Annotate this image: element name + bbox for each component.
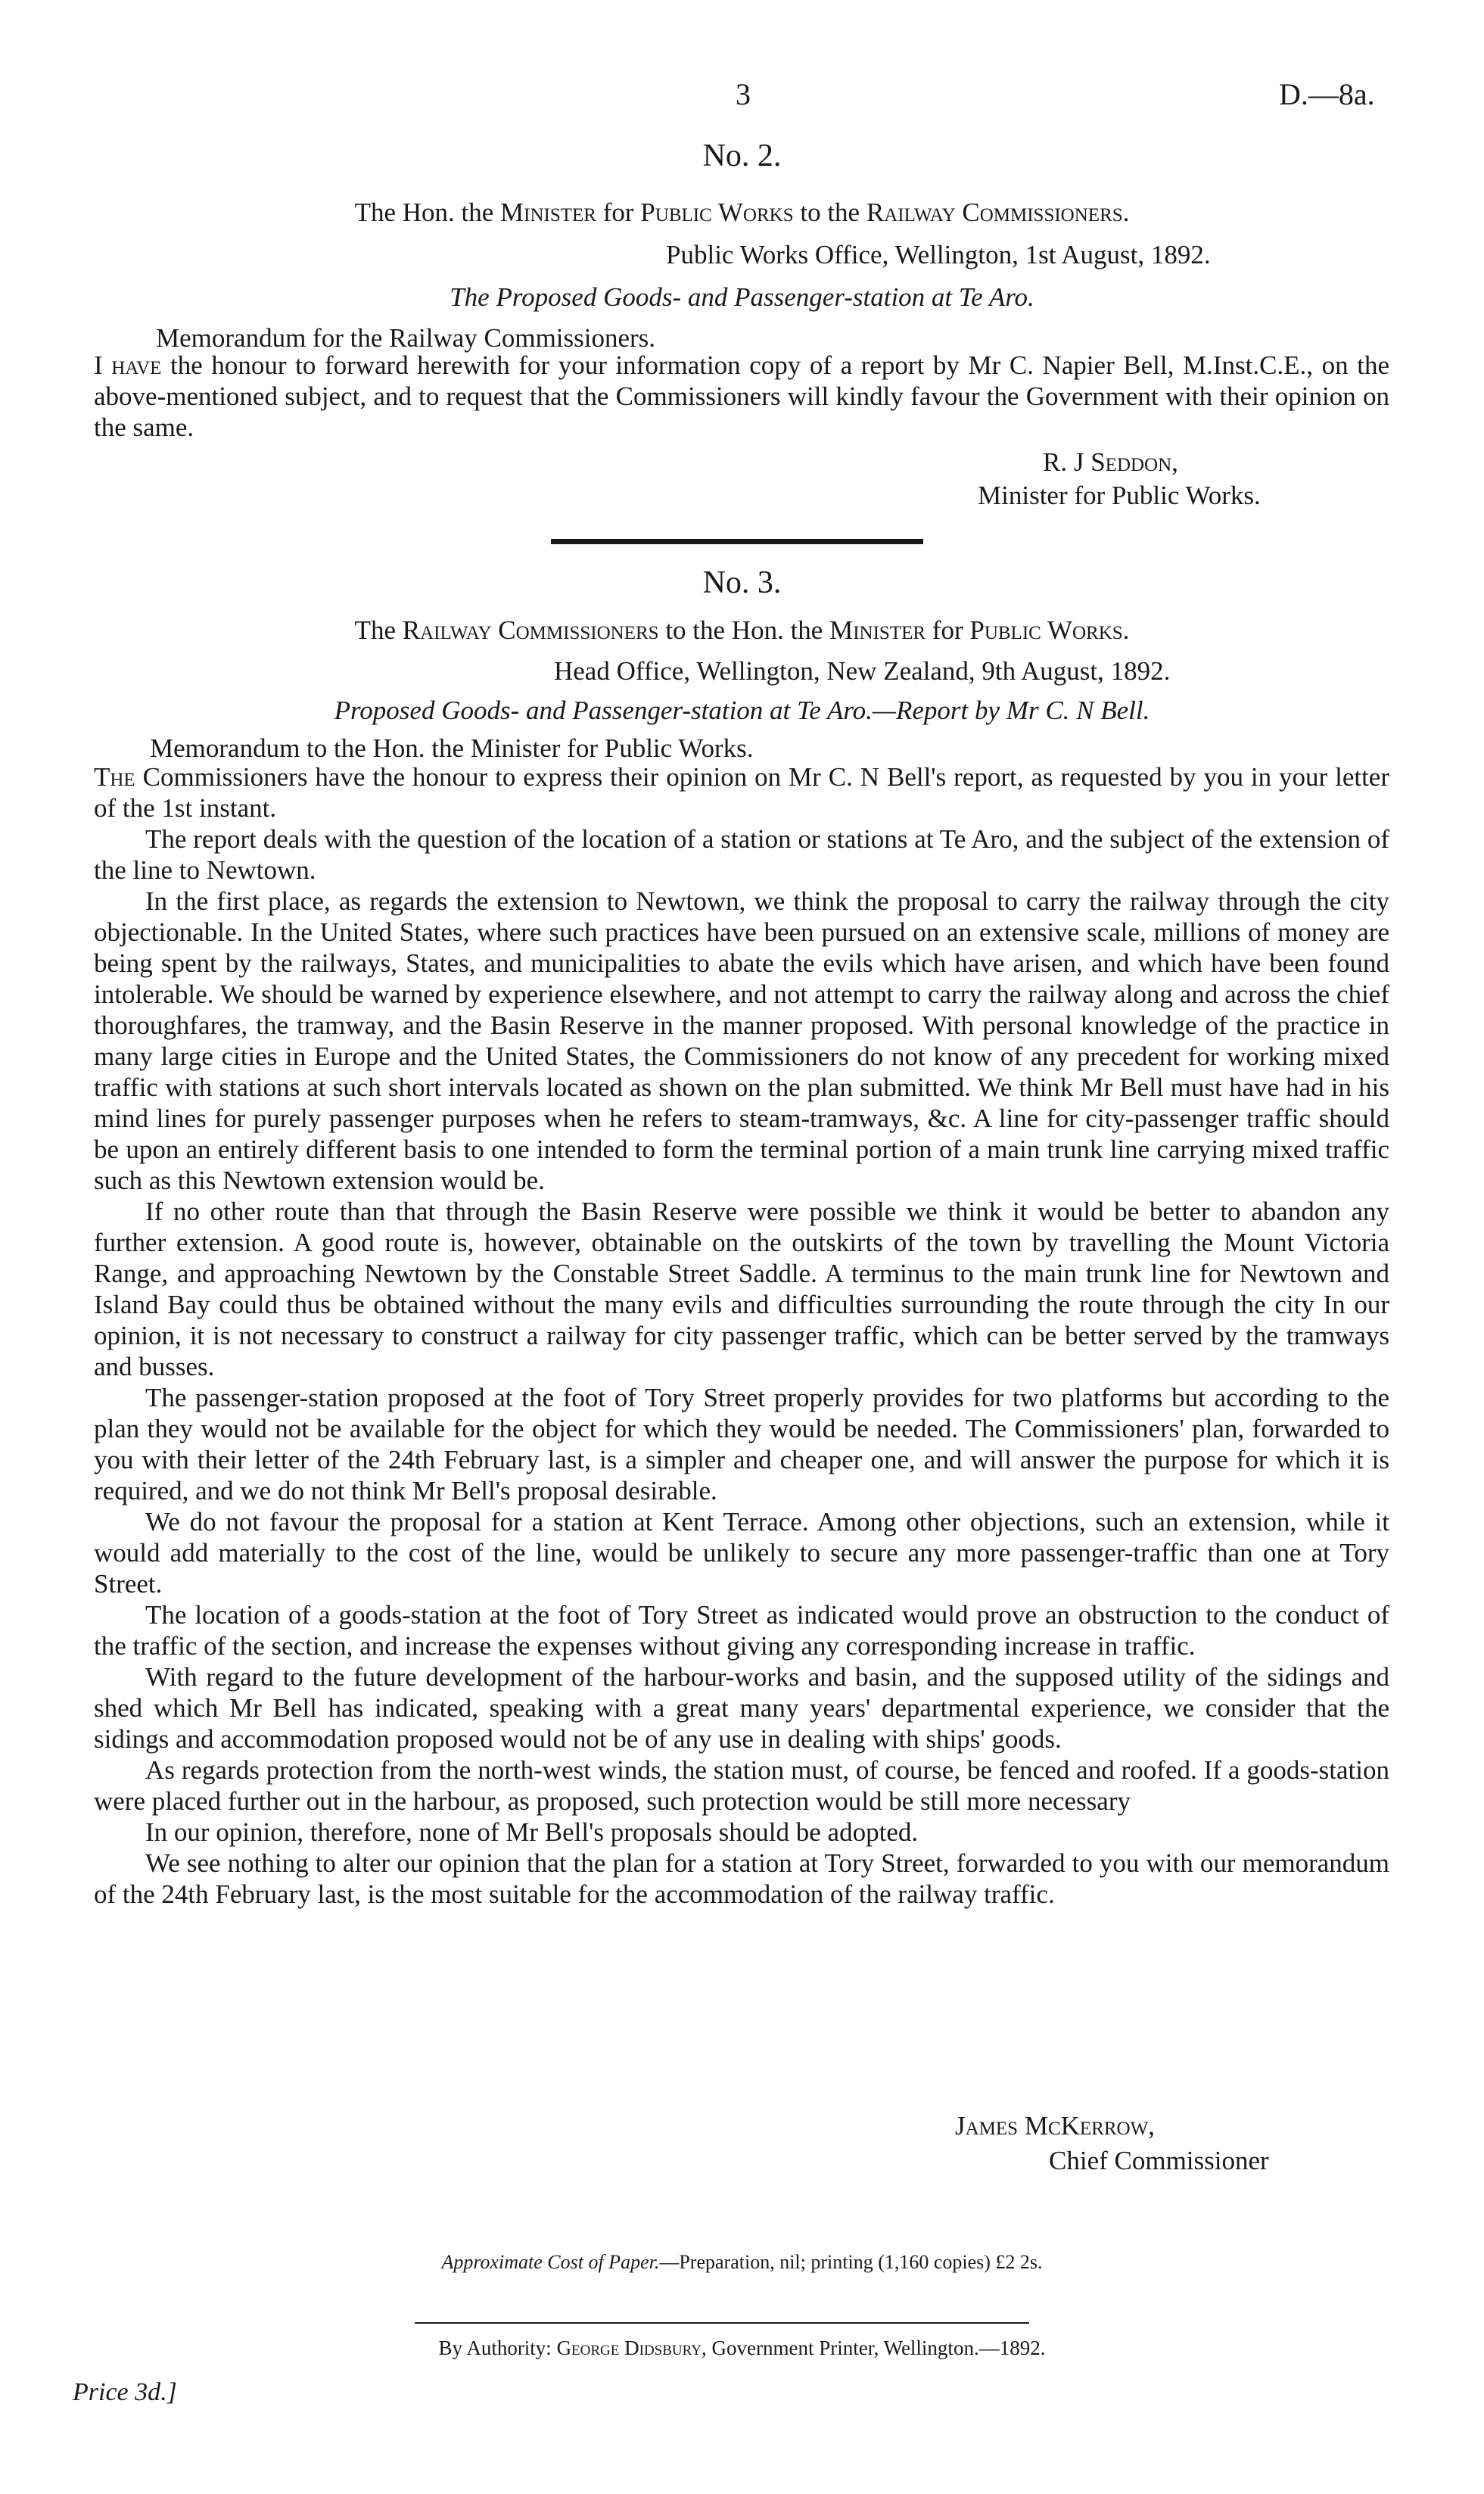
letter-3-memo: Memorandum to the Hon. the Minister for Public Works. xyxy=(150,733,754,763)
price: Price 3d.] xyxy=(73,2378,177,2406)
letter-3-paragraph: With regard to the future development of the harbour-works and basin, and the supposed utility of the sidings and shed which Mr Bell has indicated, speaking with a great many years' departmental experience, we consider that the sidings and accommodation proposed would not be of any use in dealing with ships' goods. xyxy=(94,1662,1389,1754)
letter-3-paragraph: The location of a goods-station at the foot of Tory Street as indicated would prove an obstruction to the conduct of the traffic of the section, and increase the expenses without giving any corresponding increase in traffic. xyxy=(94,1600,1389,1661)
letter-3-signature-title: Chief Commissioner xyxy=(1049,2146,1269,2175)
document-reference: D.—8a. xyxy=(1279,77,1375,111)
letter-3-paragraph: As regards protection from the north-west winds, the station must, of course, be fenced and roofed. If a goods-station were placed further out in the harbour, as proposed, such protection would be still more necessary xyxy=(94,1755,1389,1816)
letter-3-number: No. 3. xyxy=(702,565,782,600)
letter-3-opening-paragraph: The Commissioners have the honour to express their opinion on Mr C. N Bell's report, as requested by you in your letter of the 1st instant. xyxy=(94,762,1389,823)
letter-3-body xyxy=(94,761,1389,1910)
letter-2-body: I have the honour to forward herewith for your information copy of a report by Mr C. Napier Bell, M.Inst.C.E., on the above-mentioned subject, and to request that the Commissioners will kindly favour the Government with their opinion on the same. xyxy=(94,350,1389,442)
page-number: 3 xyxy=(736,77,751,111)
letter-2-signature: R. J Seddon, xyxy=(1043,447,1178,477)
letter-2-address: Public Works Office, Wellington, 1st August, 1892. xyxy=(666,240,1211,269)
letter-3-address: Head Office, Wellington, New Zealand, 9th August, 1892. xyxy=(554,656,1171,686)
letter-3-from-to: The Railway Commissioners to the Hon. the Minister for Public Works. xyxy=(354,615,1130,645)
printing-authority: By Authority: George Didsbury, Government Printer, Wellington.—1892. xyxy=(438,2337,1046,2359)
letter-2-subject: The Proposed Goods- and Passenger-station at Te Aro. xyxy=(450,282,1034,312)
letter-2-memo: Memorandum for the Railway Commissioners. xyxy=(156,323,656,353)
footer-rule xyxy=(415,2322,1029,2324)
letter-3-paragraph: The report deals with the question of the location of a station or stations at Te Aro, and the subject of the extension of the line to Newtown. xyxy=(94,824,1389,885)
letter-3-paragraph: We see nothing to alter our opinion that the plan for a station at Tory Street, forwarded to you with our memorandum of the 24th February last, is the most suitable for the accommodation of the railway traffic. xyxy=(94,1848,1389,1909)
cost-of-paper-note: Approximate Cost of Paper.—Preparation, nil; printing (1,160 copies) £2 2s. xyxy=(441,2251,1043,2273)
letter-2-number: No. 2. xyxy=(702,139,782,173)
letter-3-signature: James McKerrow, xyxy=(955,2111,1155,2141)
letter-2-from-to: The Hon. the Minister for Public Works to the Railway Commissioners. xyxy=(354,198,1130,227)
section-divider xyxy=(551,539,923,544)
letter-3-paragraph: We do not favour the proposal for a station at Kent Terrace. Among other objections, such an extension, while it would add materially to the cost of the line, would be unlikely to secure any more passenger-traffic than one at Tory Street. xyxy=(94,1507,1389,1599)
letter-2-signature-title: Minister for Public Works. xyxy=(978,481,1261,510)
letter-3-paragraph: In our opinion, therefore, none of Mr Bell's proposals should be adopted. xyxy=(145,1817,919,1847)
letter-3-paragraph: If no other route than that through the Basin Reserve were possible we think it would be better to abandon any further extension. A good route is, however, obtainable on the outskirts of the town by travelling the Mount Victoria Range, and approaching Newtown by the Constable Street Saddle. A terminus to the main trunk line for Newtown and Island Bay could thus be obtained without the many evils and difficulties surrounding the route through the city In our opinion, it is not necessary to construct a railway for city passenger traffic, which can be better served by the tramways and busses. xyxy=(94,1197,1389,1381)
letter-3-paragraph: The passenger-station proposed at the foot of Tory Street properly provides for two platforms but according to the plan they would not be available for the object for which they would be needed. The Commissioners' plan, forwarded to you with their letter of the 24th February last, is a simpler and cheaper one, and will answer the purpose for which it is required, and we do not think Mr Bell's proposal desirable. xyxy=(94,1383,1389,1505)
letter-3-paragraph: In the first place, as regards the extension to Newtown, we think the proposal to carry the railway through the city objectionable. In the United States, where such practices have been pursued on an extensive scale, millions of money are being spent by the railways, States, and municipalities to abate the evils which have arisen, and which have been found intolerable. We should be warned by experience elsewhere, and not attempt to carry the railway along and across the chief thoroughfares, the tramway, and the Basin Reserve in the manner proposed. With personal knowledge of the practice in many large cities in Europe and the United States, the Commissioners do not know of any precedent for working mixed traffic with stations at such short intervals located as shown on the plan submitted. We think Mr Bell must have had in his mind lines for purely passenger purposes when he refers to steam-tramways, &c. A line for city-passenger traffic should be upon an entirely different basis to one intended to form the terminal portion of a main trunk line carrying mixed traffic such as this Newtown extension would be. xyxy=(94,886,1389,1195)
letter-3-subject: Proposed Goods- and Passenger-station at Te Aro.—Report by Mr C. N Bell. xyxy=(334,696,1150,725)
